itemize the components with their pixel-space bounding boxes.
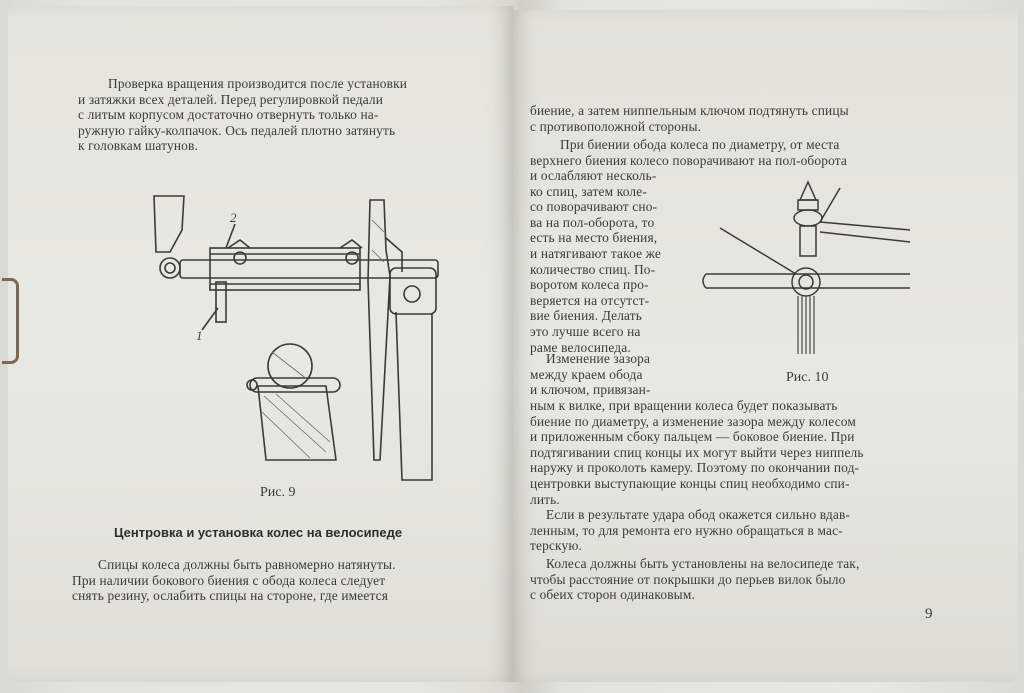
text-line: наружу и проколоть камеру. Поэтому по окончании под- [530,460,860,476]
washer-1 [216,282,226,322]
text-line: Изменение зазора [546,351,651,366]
gap-check-paragraph [530,398,864,507]
text-line: подтягивании спиц концы их могут выйти через ниппель [530,444,864,460]
text-line: между краем обода [530,366,643,382]
gap-check-paragraph-narrow [530,351,651,398]
text-line: лить. [530,491,560,507]
text-line: ленным, то для ремонта его нужно обращаться в мас- [530,522,843,538]
text-line: Спицы колеса должны быть равномерно натянуты. [98,557,396,572]
text-line: ко спиц, затем коле- [530,183,647,199]
text-line: терскую. [530,538,582,554]
intro-paragraph [78,76,407,154]
text-line: количество спиц. По- [530,261,656,277]
text-line: ружную гайку-колпачок. Ось педалей плотно затянуть [78,122,396,138]
wheel-installation-paragraph [530,556,859,603]
body-paragraph [72,557,396,604]
crank-arm-right [390,268,436,314]
text-line: с противоположной стороны. [530,118,702,134]
text-line: и приложенным сбоку пальцем — боковое биение. При [530,429,855,445]
text-line: ва на пол-оборота, то [530,214,655,230]
text-line: чтобы расстояние от покрышки до перьев вилок было [530,571,846,587]
text-line: При биении обода колеса по диаметру, от места [560,137,840,152]
text-line: это лучше всего на [530,323,641,339]
text-line: Колеса должны быть установлены на велосипеде так, [546,556,860,571]
text-line: Проверка вращения производится после установки [108,76,408,91]
cone-left [228,240,250,248]
section-heading: Центровка и установка колес на велосипеде [114,525,403,540]
text-line: и ключом, привязан- [530,382,651,398]
text-line: есть на место биения, [530,230,658,246]
text-line: снять резину, ослабить спицы на стороне, где имеется [72,588,389,604]
continuation-paragraph [530,103,849,134]
wheel-hub [792,268,820,296]
figure-10-caption: Рис. 10 [786,370,829,385]
figure-10-wheel-gauge-drawing [700,178,920,358]
pedal-axle [180,260,438,278]
radial-runout-paragraph-narrow [530,168,661,355]
radial-runout-paragraph [530,137,847,168]
binding-staple [2,278,19,364]
figure-9-pedal-drawing [140,190,450,490]
figure-9-caption: Рис. 9 [260,485,296,500]
text-line: со поворачивают сно- [530,199,658,215]
text-line: Если в результате удара обод окажется сильно вдав- [546,507,851,522]
text-line: воротом колеса про- [530,277,649,293]
axle-nut-left [160,258,180,278]
fork-blade-upper [820,222,910,230]
text-line: к головкам шатунов. [78,138,198,154]
rim-damage-paragraph [530,507,850,554]
figure-label-2: 2 [230,210,237,225]
text-line: При наличии бокового биения с обода колеса следует [72,572,386,588]
crank-arm-left [154,196,184,252]
gauge-tip [800,182,816,200]
text-line: с обеих сторон одинаковым. [530,587,695,603]
text-line: центровки выступающие концы спиц необходимо спи- [530,475,850,491]
text-line: ным к вилке, при вращении колеса будет показывать [530,398,838,413]
text-line: биение, а затем ниппельным ключом подтянуть спицы [530,103,849,118]
text-line: и натягивают такое же [530,245,661,261]
text-line: с литым корпусом достаточно отвернуть только на- [78,107,379,123]
text-line: веряется на отсутст- [530,292,650,308]
text-line: биение по диаметру, а изменение зазора между колесом [530,413,856,429]
text-line: верхнего биения колесо поворачивают на пол-оборота [530,152,848,168]
text-line: и затяжки всех деталей. Перед регулировкой педали [78,91,384,107]
text-line: вие биения. Делать [530,308,643,324]
text-line: и ослабляют несколь- [530,168,657,183]
figure-label-1: 1 [196,328,203,343]
gauge-nut [794,210,822,226]
text-line: раме велосипеда. [530,339,631,355]
page-number: 9 [925,606,933,622]
